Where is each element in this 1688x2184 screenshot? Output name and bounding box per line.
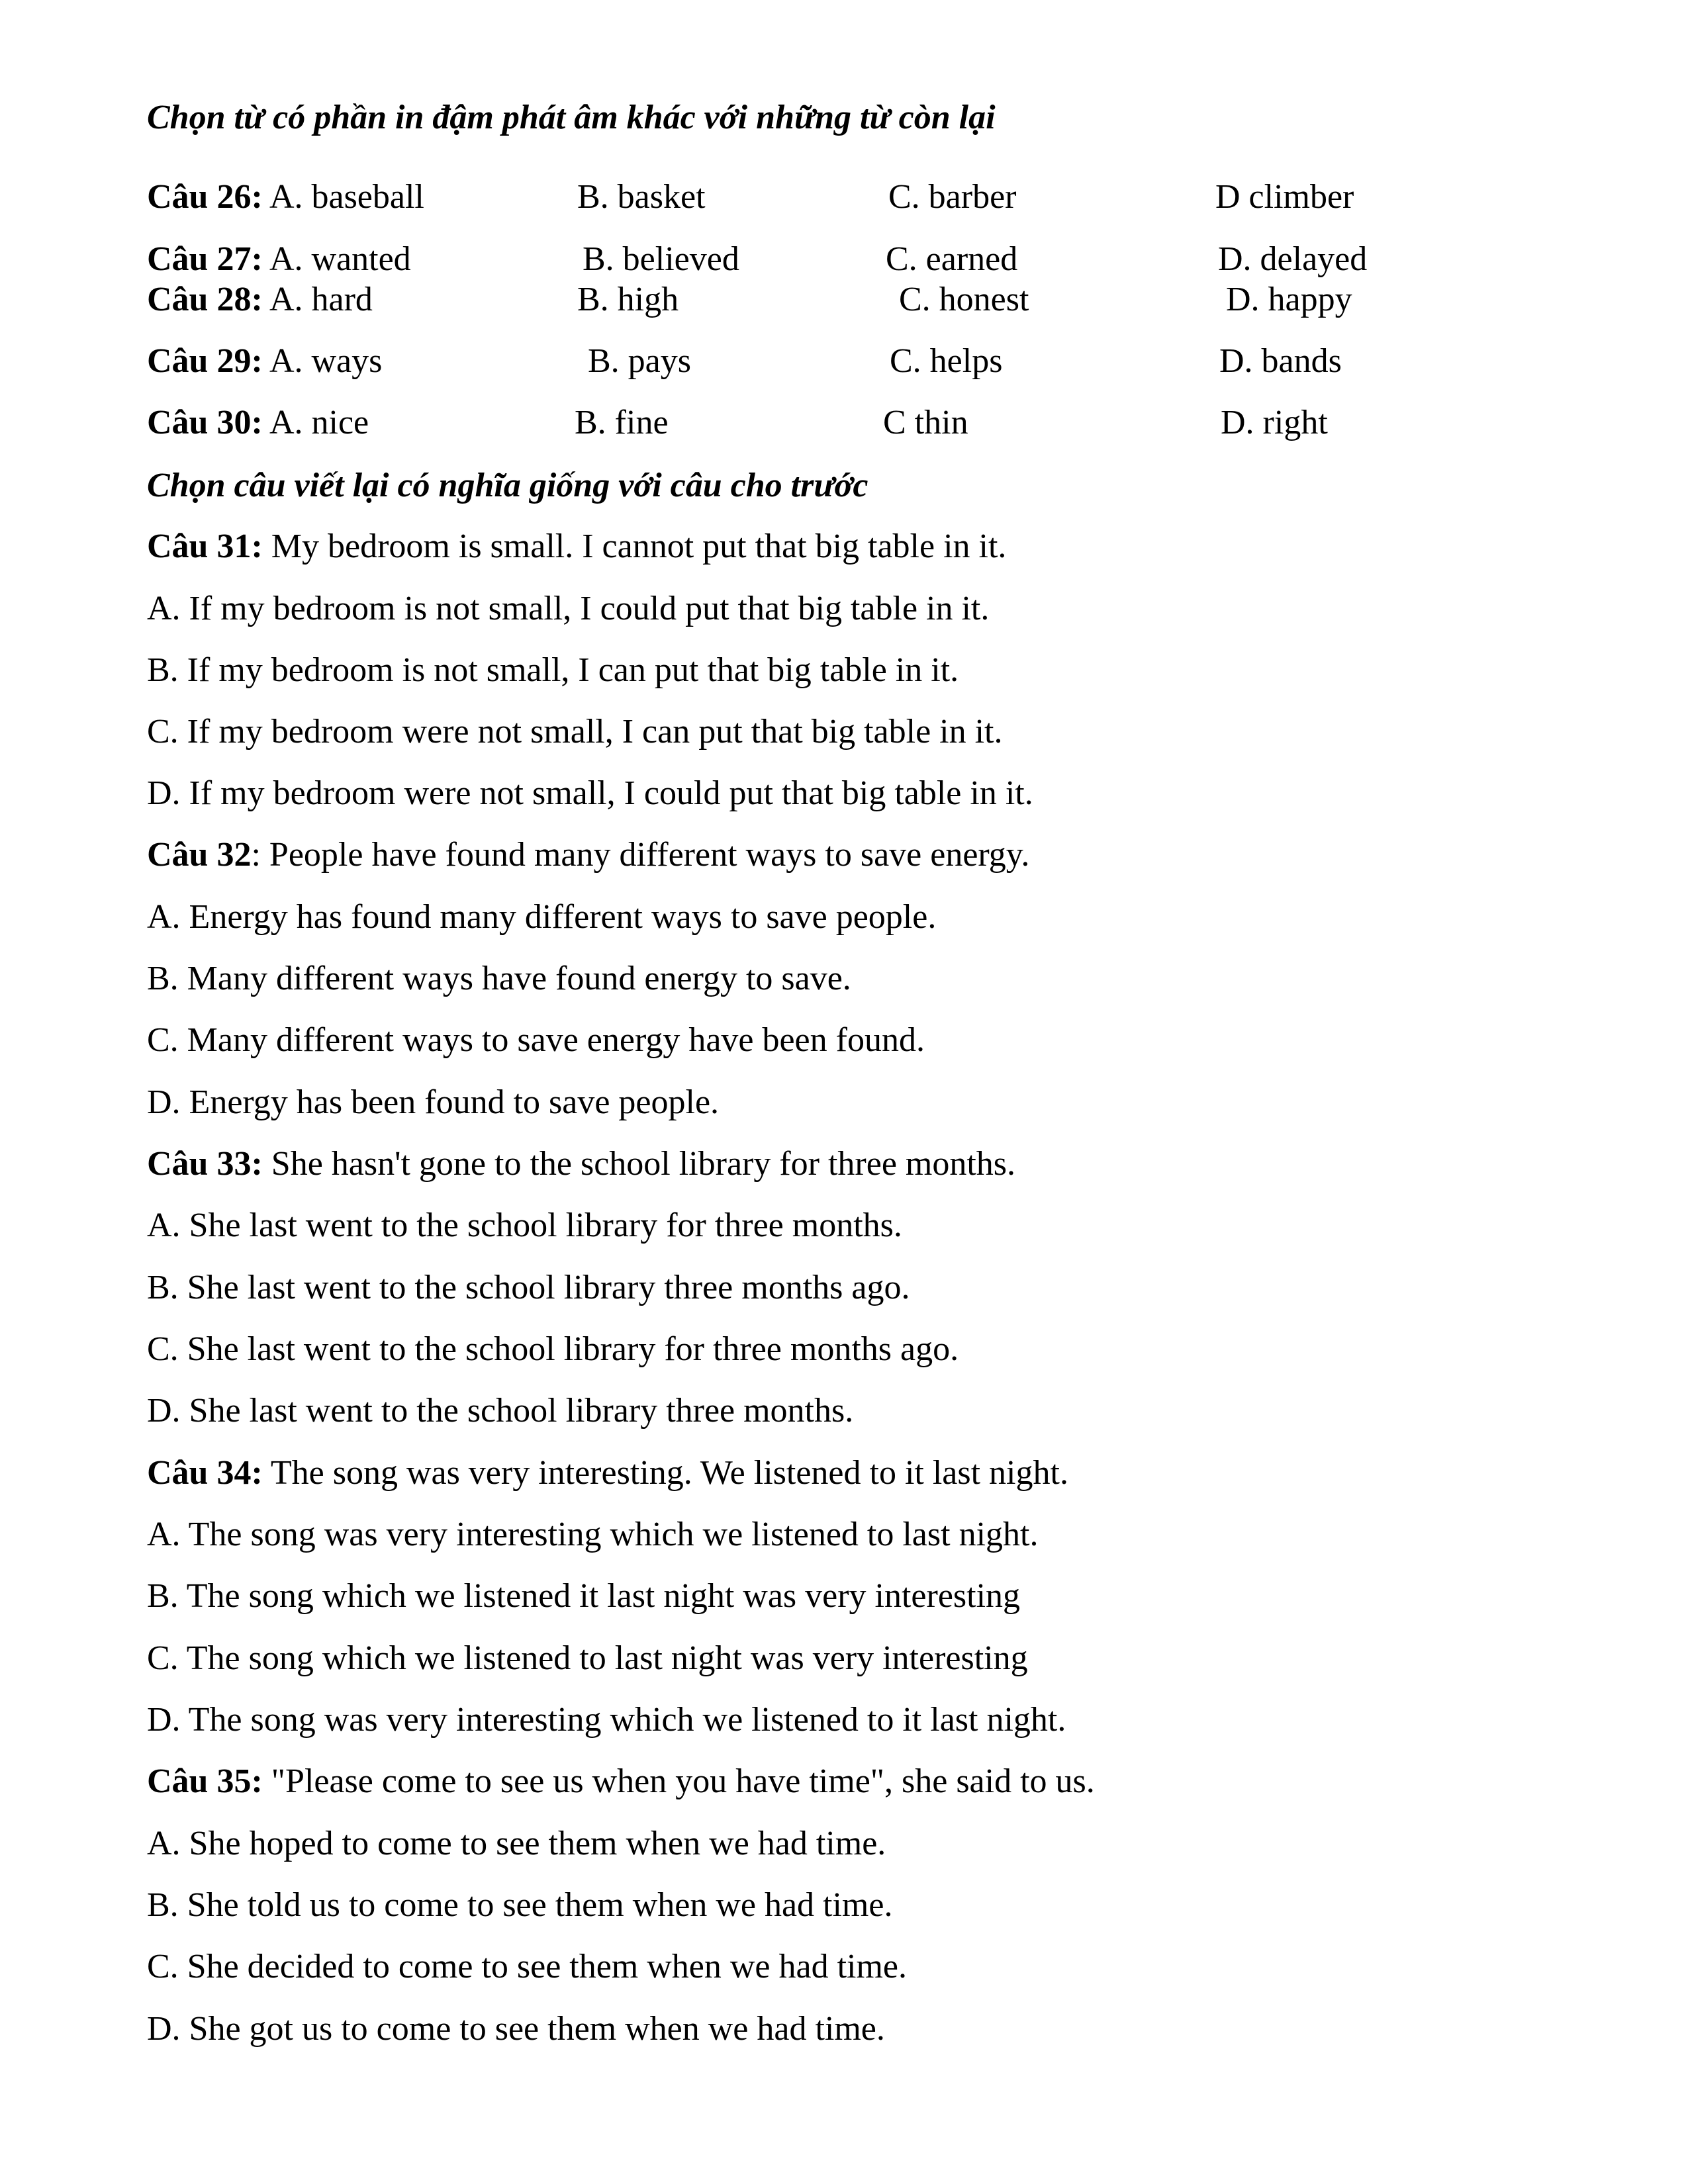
- question-29: [147, 344, 1537, 384]
- option-d: D climber: [1215, 178, 1354, 216]
- option-d: D. happy: [1226, 281, 1352, 318]
- option-a: A. wanted: [269, 240, 411, 278]
- question-31-stem: [147, 529, 1006, 564]
- question-label: Câu 33:: [147, 1145, 263, 1183]
- question-34-option-c: C. The song which we listened to last night was very interesting: [147, 1639, 1028, 1677]
- question-30: [147, 406, 1537, 445]
- option-c: C. helps: [890, 342, 1003, 380]
- question-31-option-c: C. If my bedroom were not small, I can put that big table in it.: [147, 713, 1003, 751]
- option-a: A. ways: [269, 342, 383, 380]
- question-32-option-a: A. Energy has found many different ways to save people.: [147, 898, 937, 936]
- option-c: C thin: [883, 404, 968, 441]
- question-28: [147, 283, 1537, 322]
- question-32-option-c: C. Many different ways to save energy have been found.: [147, 1021, 925, 1059]
- question-33-option-b: B. She last went to the school library three months ago.: [147, 1269, 910, 1306]
- option-a: A. hard: [269, 281, 373, 318]
- question-label: Câu 29:: [147, 342, 263, 380]
- question-32-stem: [147, 838, 1029, 872]
- question-32-option-d: D. Energy has been found to save people.: [147, 1083, 720, 1121]
- question-33-option-a: A. She last went to the school library for three months.: [147, 1206, 902, 1244]
- question-31-option-a: A. If my bedroom is not small, I could put that big table in it.: [147, 590, 990, 627]
- question-34-option-a: A. The song was very interesting which we listened to last night.: [147, 1516, 1039, 1553]
- option-c: C. earned: [886, 240, 1018, 278]
- option-c: C. honest: [899, 281, 1029, 318]
- question-34-option-d: D. The song was very interesting which we listened to it last night.: [147, 1701, 1066, 1739]
- option-b: B. believed: [583, 240, 739, 278]
- option-d: D. delayed: [1218, 240, 1368, 278]
- option-c: C. barber: [888, 178, 1017, 216]
- question-label: Câu 35:: [147, 1762, 263, 1800]
- question-35-stem: [147, 1764, 1095, 1799]
- question-text: My bedroom is small. I cannot put that big table in it.: [262, 527, 1007, 565]
- question-33-option-d: D. She last went to the school library three months.: [147, 1392, 854, 1430]
- option-a: A. baseball: [269, 178, 424, 216]
- question-label: Câu 31:: [147, 527, 263, 565]
- question-31-option-b: B. If my bedroom is not small, I can put that big table in it.: [147, 651, 959, 689]
- option-a: A. nice: [269, 404, 369, 441]
- option-b: B. high: [577, 281, 679, 318]
- question-35-option-d: D. She got us to come to see them when we had time.: [147, 2010, 885, 2048]
- question-label: Câu 34:: [147, 1454, 263, 1492]
- question-text: "Please come to see us when you have time", she said to us.: [262, 1762, 1095, 1800]
- section2-heading: Chọn câu viết lại có nghĩa giống với câu cho trước: [147, 467, 868, 504]
- question-label: Câu 32: [147, 836, 252, 874]
- option-b: B. basket: [577, 178, 706, 216]
- question-26: [147, 180, 1537, 220]
- question-text: The song was very interesting. We listened to it last night.: [262, 1454, 1068, 1492]
- question-34-option-b: B. The song which we listened it last night was very interesting: [147, 1577, 1021, 1615]
- question-text: : People have found many different ways to save energy.: [251, 836, 1030, 874]
- question-35-option-b: B. She told us to come to see them when we had time.: [147, 1886, 893, 1924]
- question-31-option-d: D. If my bedroom were not small, I could put that big table in it.: [147, 774, 1033, 812]
- question-label: Câu 26:: [147, 178, 263, 216]
- question-label: Câu 27:: [147, 240, 263, 278]
- question-32-option-b: B. Many different ways have found energy to save.: [147, 960, 851, 997]
- question-34-stem: [147, 1456, 1068, 1490]
- option-b: B. pays: [588, 342, 691, 380]
- question-35-option-c: C. She decided to come to see them when we had time.: [147, 1948, 908, 1985]
- question-35-option-a: A. She hoped to come to see them when we had time.: [147, 1825, 886, 1862]
- question-33-option-c: C. She last went to the school library for three months ago.: [147, 1330, 959, 1368]
- question-text: She hasn't gone to the school library for three months.: [262, 1145, 1016, 1183]
- question-27: [147, 242, 1537, 282]
- option-d: D. right: [1221, 404, 1328, 441]
- question-33-stem: [147, 1147, 1015, 1181]
- option-b: B. fine: [575, 404, 669, 441]
- option-d: D. bands: [1219, 342, 1342, 380]
- question-label: Câu 28:: [147, 281, 263, 318]
- section1-heading: Chọn từ có phần in đậm phát âm khác với những từ còn lại: [147, 99, 996, 136]
- question-label: Câu 30:: [147, 404, 263, 441]
